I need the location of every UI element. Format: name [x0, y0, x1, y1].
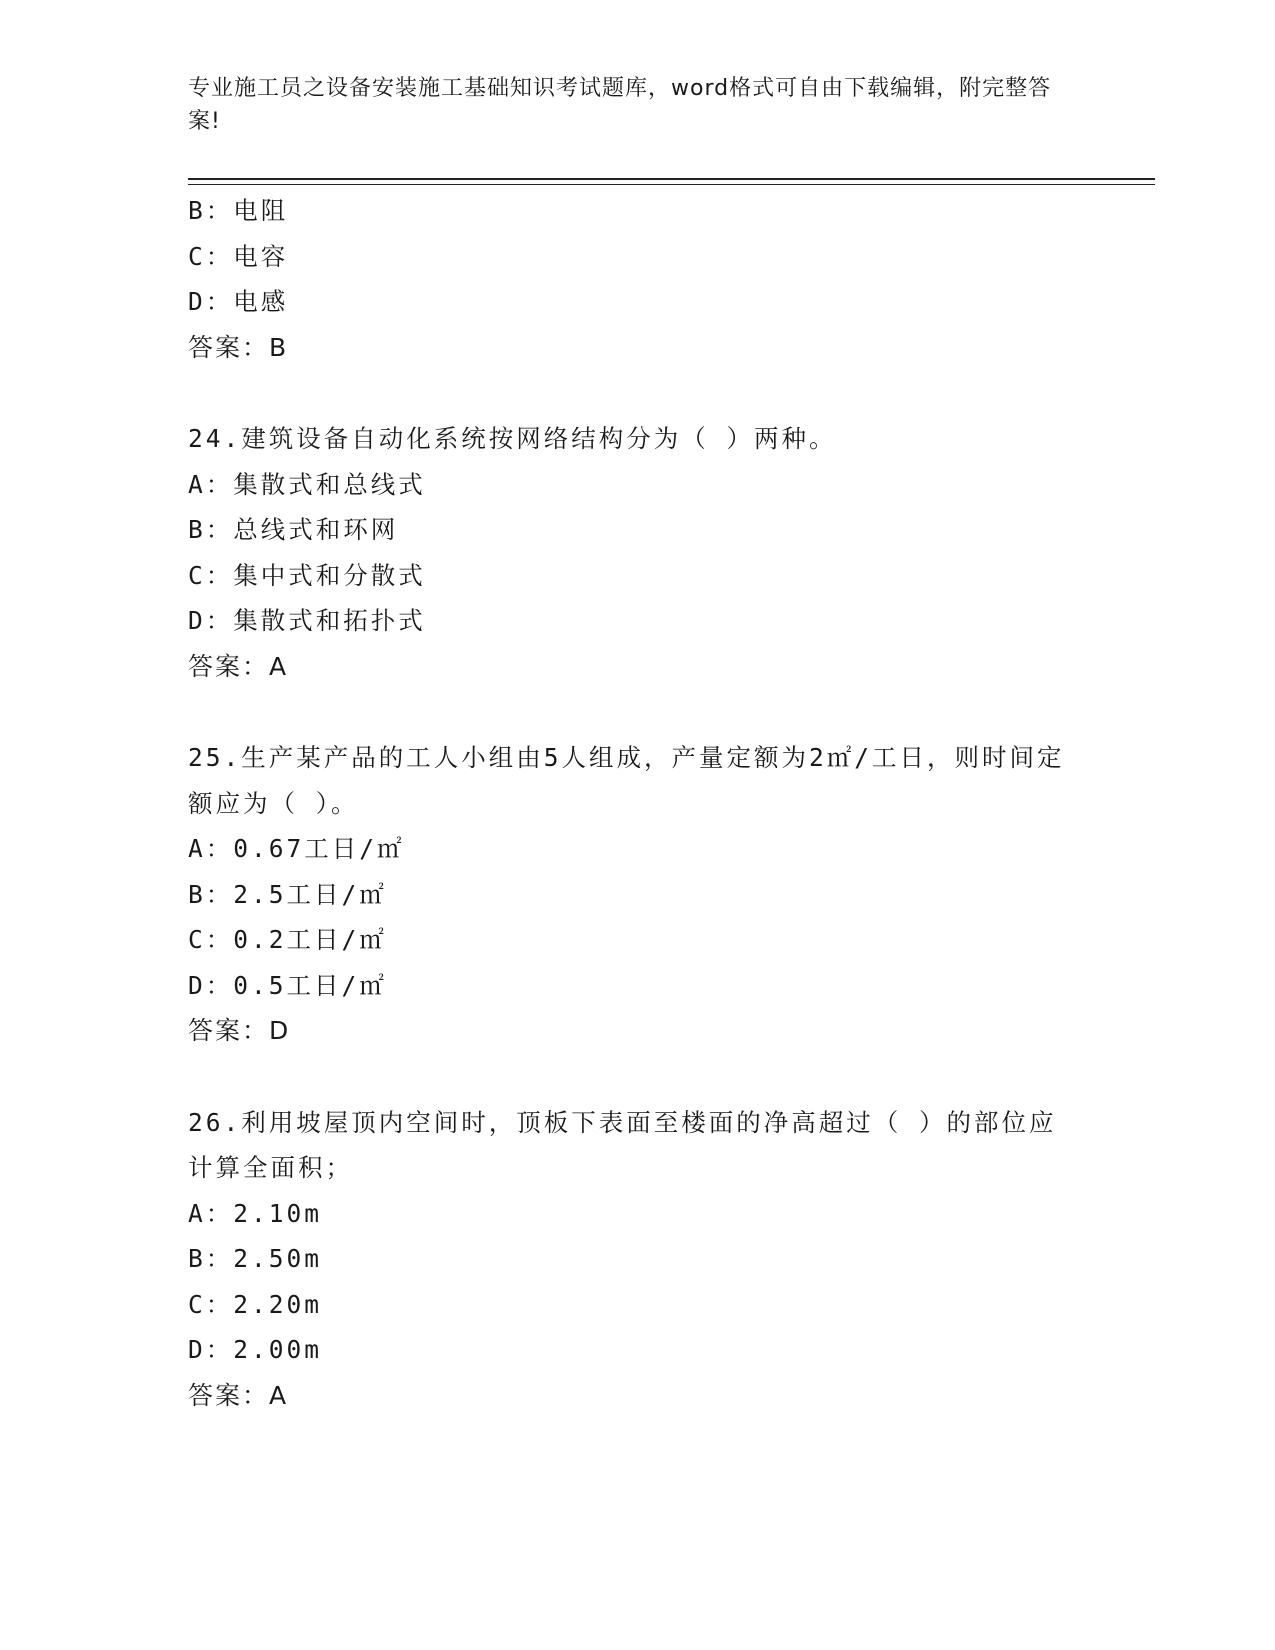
- option-b: B：电阻: [188, 196, 289, 225]
- answer-line: 答案：A: [188, 1380, 289, 1410]
- question-title: 25.生产某产品的工人小组由5人组成，产量定额为2㎡/工日，则时间定额应为（ ）。: [188, 743, 1065, 818]
- option-a: A：2.10m: [188, 1198, 323, 1228]
- option-d: D：2.00m: [188, 1335, 323, 1364]
- option-c: C：电容: [188, 241, 289, 271]
- spacer: [188, 689, 1088, 735]
- option-b: B：总线式和环网: [188, 515, 399, 544]
- spacer: [188, 1054, 1088, 1100]
- answer-line: 答案：B: [188, 332, 289, 362]
- option-b: B：2.5工日/㎡: [188, 879, 387, 909]
- question-title: 26.利用坡屋顶内空间时，顶板下表面至楼面的净高超过（ ）的部位应计算全面积；: [188, 1107, 1057, 1182]
- option-c: C：集中式和分散式: [188, 560, 426, 590]
- option-d: D：0.5工日/㎡: [188, 970, 387, 1000]
- answer-line: 答案：A: [188, 651, 289, 681]
- question-24: [188, 416, 1088, 689]
- header-divider-thin: [188, 184, 1155, 185]
- answer-line: 答案：D: [188, 1016, 291, 1045]
- question-25: [188, 735, 1088, 1054]
- header-divider-thick: [188, 178, 1155, 180]
- spacer: [188, 370, 1088, 416]
- page-header: 专业施工员之设备安装施工基础知识考试题库，word格式可自由下载编辑，附完整答案!: [188, 76, 1052, 134]
- question-list: [188, 188, 1088, 1418]
- option-c: C：2.20m: [188, 1289, 323, 1319]
- question-title: 24.建筑设备自动化系统按网络结构分为（ ）两种。: [188, 424, 837, 453]
- option-d: D：集散式和拓扑式: [188, 606, 426, 635]
- option-a: A：集散式和总线式: [188, 469, 426, 499]
- option-b: B：2.50m: [188, 1244, 323, 1273]
- question-23-continued: [188, 188, 1088, 370]
- question-26: [188, 1100, 1088, 1419]
- option-c: C：0.2工日/㎡: [188, 925, 387, 954]
- option-d: D：电感: [188, 287, 289, 316]
- option-a: A：0.67工日/㎡: [188, 834, 405, 863]
